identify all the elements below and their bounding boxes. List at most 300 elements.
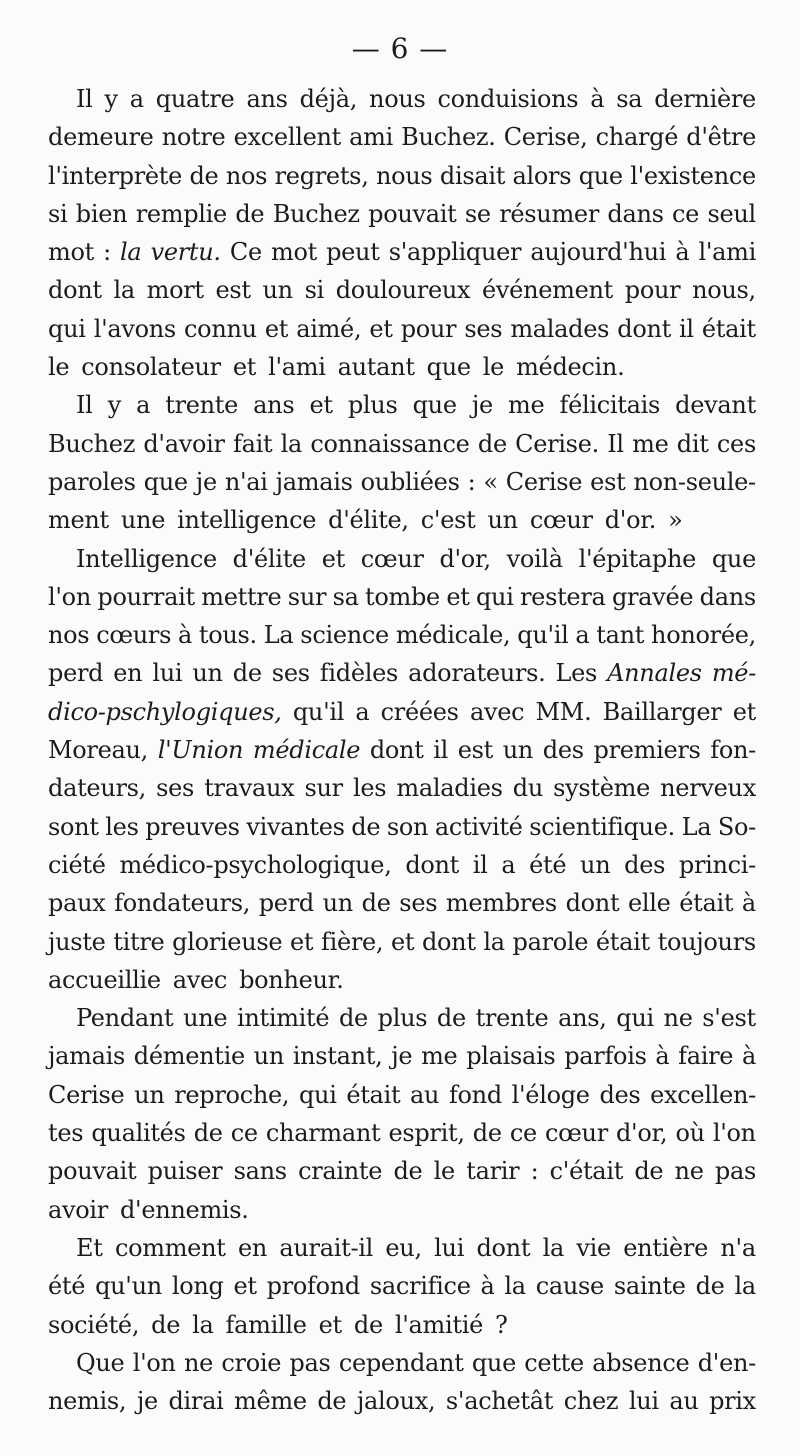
- text-line: [48, 501, 756, 539]
- text-line: [48, 540, 756, 578]
- word: d'élite: [232, 544, 306, 573]
- word: que: [471, 1348, 516, 1377]
- text-line: [48, 616, 756, 654]
- word: y: [107, 391, 121, 420]
- word: restera: [520, 582, 606, 611]
- word: notre: [161, 123, 226, 152]
- word: système: [553, 774, 651, 803]
- word: médico-psychologique,: [119, 850, 392, 879]
- word: dont: [617, 314, 671, 343]
- text-line: [48, 769, 756, 807]
- word: de: [634, 1157, 664, 1186]
- word: :: [467, 467, 476, 496]
- text-line: [48, 80, 756, 118]
- italic-word: médicale: [252, 736, 361, 765]
- word: ?: [494, 1310, 508, 1339]
- word: était: [679, 889, 734, 918]
- word: fon-: [710, 736, 756, 765]
- word: lui: [434, 1233, 465, 1262]
- word: de: [151, 1310, 181, 1339]
- word: et: [318, 1310, 342, 1339]
- word: me: [421, 1042, 458, 1071]
- word: un: [487, 506, 518, 535]
- word: que: [412, 391, 457, 420]
- word: et: [390, 927, 415, 956]
- word: cependant: [338, 1348, 464, 1377]
- text-line: [48, 1229, 756, 1267]
- word: qualités: [91, 1119, 186, 1148]
- word: tant: [596, 621, 645, 650]
- word: la: [280, 429, 303, 458]
- word: ne: [184, 1348, 214, 1377]
- word: été: [48, 1272, 86, 1301]
- word: reproche,: [174, 1080, 290, 1109]
- word: intelligence: [177, 506, 317, 535]
- word: jaloux,: [356, 1387, 436, 1416]
- word: Buchez: [48, 429, 136, 458]
- word: plaisais: [466, 1042, 556, 1071]
- word: cœur: [360, 544, 424, 573]
- text-line: [48, 348, 756, 386]
- word: aimé,: [296, 314, 362, 343]
- word: excellen-: [650, 1080, 756, 1109]
- word: trente: [475, 1004, 549, 1033]
- text-line: [48, 1382, 756, 1420]
- word: autant: [337, 353, 415, 382]
- word: créées: [380, 697, 459, 726]
- word: tombe: [365, 582, 440, 611]
- word: des: [599, 1080, 641, 1109]
- word: malades: [510, 314, 610, 343]
- text-line: [48, 157, 756, 195]
- word: consolateur: [81, 353, 221, 382]
- word: déjà,: [299, 85, 358, 113]
- word: et: [264, 314, 289, 343]
- word: Il: [76, 85, 93, 113]
- word: l'interprète: [48, 161, 183, 190]
- word: mot: [270, 238, 317, 267]
- word: dernière: [654, 85, 756, 113]
- word: remplie: [135, 199, 227, 228]
- word: cœur: [529, 506, 593, 535]
- text-line: [48, 693, 756, 731]
- word: Ce: [229, 238, 262, 267]
- word: elle: [628, 889, 671, 918]
- word: Cerise.: [515, 429, 599, 458]
- word: médicale,: [395, 621, 511, 650]
- word: ce: [509, 1119, 537, 1148]
- word: Pendant: [76, 1004, 174, 1033]
- word: que: [578, 161, 623, 190]
- word: de: [317, 1387, 347, 1416]
- word: plus: [347, 391, 398, 420]
- word: je: [471, 391, 493, 420]
- word: l'on: [48, 582, 91, 611]
- word: chez: [563, 1387, 619, 1416]
- word: honorée,: [651, 621, 756, 650]
- word: MM.: [535, 697, 592, 726]
- word: sainte: [613, 1272, 686, 1301]
- word: dont: [565, 889, 620, 918]
- word: et: [369, 314, 393, 343]
- text-line: [48, 578, 756, 616]
- word: à: [675, 238, 690, 267]
- word: vie: [576, 1233, 611, 1262]
- word: adorateurs.: [408, 659, 546, 688]
- word: comment: [114, 1233, 226, 1262]
- italic-word: mé-: [711, 659, 756, 688]
- word: au: [410, 1080, 440, 1109]
- word: démentie: [133, 1042, 245, 1071]
- word: de: [193, 1119, 223, 1148]
- word: ans: [253, 391, 295, 420]
- word: était: [595, 927, 650, 956]
- word: avec: [172, 965, 228, 994]
- word: l'amitié: [394, 1310, 483, 1339]
- word: ans: [246, 85, 288, 113]
- word: à: [590, 85, 605, 113]
- text-line: [48, 195, 756, 233]
- word: ce: [672, 199, 700, 228]
- word: sa: [616, 85, 643, 113]
- word: tous.: [198, 621, 257, 650]
- word: intimité: [236, 1004, 330, 1033]
- word: était: [346, 1080, 401, 1109]
- word: je: [391, 1042, 413, 1071]
- word: la: [504, 1272, 526, 1301]
- text-line: [48, 1152, 756, 1190]
- word: et: [446, 582, 470, 611]
- word: :: [103, 238, 111, 267]
- word: en: [237, 1233, 268, 1262]
- word: le: [48, 353, 70, 382]
- word: prix: [709, 1387, 756, 1416]
- word: «: [483, 467, 498, 496]
- word: bonheur.: [239, 965, 344, 994]
- word: pour: [624, 276, 681, 305]
- word: un: [580, 850, 611, 879]
- word: tes: [48, 1119, 84, 1148]
- word: d'avoir: [143, 429, 225, 458]
- word: de: [477, 429, 507, 458]
- word: plus: [377, 1004, 428, 1033]
- word: ses: [271, 659, 310, 688]
- italic-word: Annales: [607, 659, 702, 688]
- word: titre: [113, 927, 165, 956]
- word: ans,: [558, 1004, 607, 1033]
- word: un: [322, 889, 353, 918]
- word: fière,: [320, 927, 384, 956]
- word: Intelligence: [76, 544, 217, 573]
- word: qui: [616, 1004, 654, 1033]
- word: du: [512, 774, 543, 803]
- word: excellent: [233, 123, 341, 152]
- word: dans: [607, 199, 664, 228]
- word: je: [195, 467, 217, 496]
- word: famille: [225, 1310, 307, 1339]
- word: en: [113, 659, 143, 688]
- word: demeure: [48, 123, 154, 152]
- text-line: [48, 1037, 756, 1075]
- word: l'existence: [630, 161, 756, 190]
- word: Cerise: [505, 467, 583, 496]
- word: l'avons: [93, 314, 176, 343]
- word: absence: [592, 1348, 690, 1377]
- word: pour: [400, 314, 457, 343]
- word: qu'il: [517, 621, 569, 650]
- word: d'or,: [615, 1119, 668, 1148]
- word: un: [192, 659, 223, 688]
- word: dont: [369, 736, 424, 765]
- word: nerveux: [660, 774, 756, 803]
- word: Baillarger: [602, 697, 722, 726]
- word: l'ami: [268, 353, 326, 382]
- word: de: [695, 1272, 725, 1301]
- word: un: [502, 736, 534, 765]
- word: long: [171, 1272, 224, 1301]
- word: qui: [475, 582, 514, 611]
- word: médecin.: [516, 353, 625, 382]
- word: il: [472, 850, 488, 879]
- word: le: [482, 353, 505, 382]
- word: ces: [716, 429, 756, 458]
- word: paux: [48, 889, 106, 918]
- word: gravée: [611, 582, 694, 611]
- word: est: [590, 467, 626, 496]
- word: sur: [287, 582, 327, 611]
- text-line: [48, 923, 756, 961]
- word: les: [105, 812, 139, 841]
- word: me: [508, 391, 545, 420]
- word: profond: [266, 1272, 360, 1301]
- word: dit: [676, 429, 709, 458]
- word: a: [129, 85, 144, 113]
- word: lui: [152, 659, 183, 688]
- word: preuves: [145, 812, 240, 841]
- word: si: [48, 199, 68, 228]
- italic-word: l'Union: [157, 736, 244, 765]
- word: faire: [678, 1042, 734, 1071]
- word: entière: [623, 1233, 709, 1262]
- word: ses: [156, 774, 195, 803]
- text-line: [48, 386, 756, 424]
- word: croie: [221, 1348, 282, 1377]
- word: ses: [464, 314, 503, 343]
- word: regrets,: [274, 161, 369, 190]
- word: ne: [674, 1157, 704, 1186]
- word: mettre: [201, 582, 282, 611]
- text-line: [48, 731, 756, 769]
- word: mot: [48, 238, 94, 267]
- word: la: [734, 1272, 756, 1301]
- word: La: [681, 812, 712, 841]
- word: peut: [326, 238, 380, 267]
- italic-word: la: [120, 238, 142, 267]
- word: Cerise,: [503, 123, 588, 152]
- word: Il: [607, 429, 624, 458]
- word: qui: [298, 1080, 337, 1109]
- word: crainte: [298, 1157, 383, 1186]
- word: pourrait: [97, 582, 195, 611]
- word: que: [711, 544, 756, 573]
- word: un: [262, 276, 293, 305]
- word: qu'il: [292, 697, 345, 726]
- word: il: [433, 736, 449, 765]
- word: :: [530, 1157, 539, 1186]
- word: s'achetât: [445, 1387, 554, 1416]
- word: et: [233, 1272, 257, 1301]
- word: seul: [707, 199, 756, 228]
- word: le: [433, 1157, 455, 1186]
- word: sa: [332, 582, 359, 611]
- word: scientifique.: [529, 812, 675, 841]
- text-line: [48, 961, 756, 999]
- word: »: [668, 506, 683, 535]
- word: de: [189, 161, 219, 190]
- word: d'ennemis.: [119, 1195, 249, 1224]
- word: princi-: [678, 850, 756, 879]
- word: cette: [524, 1348, 584, 1377]
- word: c'était: [549, 1157, 624, 1186]
- word: des: [542, 736, 584, 765]
- word: ce: [230, 1119, 258, 1148]
- word: c'est: [420, 506, 476, 535]
- word: et: [232, 353, 257, 382]
- word: tarir: [466, 1157, 520, 1186]
- word: une: [120, 506, 166, 535]
- word: société,: [48, 1310, 140, 1339]
- word: voilà: [506, 544, 563, 573]
- word: où: [675, 1119, 705, 1148]
- word: fondateurs,: [114, 889, 251, 918]
- word: qui: [48, 314, 86, 343]
- word: d'en-: [697, 1348, 756, 1377]
- word: de: [338, 1004, 368, 1033]
- word: ciété: [48, 850, 106, 879]
- word: nos: [225, 161, 268, 190]
- word: premiers: [593, 736, 701, 765]
- word: est: [457, 736, 494, 765]
- word: est: [215, 276, 251, 305]
- word: trente: [165, 391, 239, 420]
- word: science: [300, 621, 389, 650]
- word: à: [741, 889, 756, 918]
- word: fait: [233, 429, 273, 458]
- text-line: [48, 233, 756, 271]
- word: avec: [469, 697, 525, 726]
- word: vivantes: [246, 812, 345, 841]
- word: cause: [535, 1272, 604, 1301]
- text-line: [48, 310, 756, 348]
- word: a: [355, 697, 370, 726]
- word: de: [235, 199, 265, 228]
- text-line: [48, 654, 756, 692]
- word: résumer: [499, 199, 599, 228]
- word: il: [679, 314, 694, 343]
- word: dont: [421, 927, 476, 956]
- word: de: [436, 1004, 466, 1033]
- word: eu,: [385, 1233, 422, 1262]
- word: la: [113, 276, 135, 305]
- word: l'on: [132, 1348, 176, 1377]
- word: pouvait: [368, 199, 457, 228]
- word: chargé: [595, 123, 679, 152]
- text-line: [48, 1076, 756, 1114]
- word: juste: [48, 927, 106, 956]
- word: à: [655, 1042, 670, 1071]
- word: aujourd'hui: [530, 238, 667, 267]
- page-number: — 6 —: [351, 32, 449, 65]
- word: sur: [304, 774, 343, 803]
- word: l'épitaphe: [578, 544, 697, 573]
- text-line: [48, 463, 756, 501]
- word: que: [143, 467, 188, 496]
- word: fidèles: [319, 659, 399, 688]
- word: une: [183, 1004, 228, 1033]
- word: Que: [76, 1348, 125, 1377]
- word: dont: [48, 276, 102, 305]
- word: sacrifice: [369, 1272, 471, 1301]
- word: et: [732, 697, 756, 726]
- word: un: [134, 1080, 165, 1109]
- text-line: [48, 1267, 756, 1305]
- text-line: [48, 1344, 756, 1382]
- text-line: [48, 1191, 756, 1229]
- word: félicitais: [559, 391, 661, 420]
- word: de: [361, 889, 391, 918]
- word: des: [624, 850, 666, 879]
- word: nous,: [692, 276, 756, 305]
- word: glorieuse: [172, 927, 283, 956]
- word: la: [483, 927, 505, 956]
- word: et: [321, 544, 345, 573]
- word: au: [669, 1387, 699, 1416]
- word: Et: [76, 1233, 103, 1262]
- word: cœurs: [96, 621, 172, 650]
- word: dateurs,: [48, 774, 146, 803]
- word: charmant: [265, 1119, 381, 1148]
- word: de: [353, 1310, 383, 1339]
- text-line: [48, 846, 756, 884]
- word: d'être: [686, 123, 756, 152]
- text-line: [48, 271, 756, 309]
- word: aurait-il: [279, 1233, 374, 1262]
- word: instant,: [292, 1042, 383, 1071]
- word: a: [501, 850, 516, 879]
- word: Les: [555, 659, 598, 688]
- word: d'élite,: [328, 506, 409, 535]
- word: n'ai: [224, 467, 268, 496]
- text-line: [48, 425, 756, 463]
- word: connaissance: [310, 429, 470, 458]
- word: connu: [184, 314, 257, 343]
- word: devant: [675, 391, 756, 420]
- word: l'éloge: [511, 1080, 590, 1109]
- word: mort: [146, 276, 204, 305]
- word: accueillie: [48, 965, 161, 994]
- word: l'on: [712, 1119, 756, 1148]
- word: douloureux: [335, 276, 471, 305]
- word: à: [178, 621, 193, 650]
- text-line: [48, 1306, 756, 1344]
- word: pas: [714, 1157, 756, 1186]
- word: dirai: [168, 1387, 224, 1416]
- word: se: [464, 199, 491, 228]
- word: et: [309, 391, 333, 420]
- word: Buchez.: [401, 123, 496, 152]
- word: toujours: [657, 927, 756, 956]
- text-line: [48, 1114, 756, 1152]
